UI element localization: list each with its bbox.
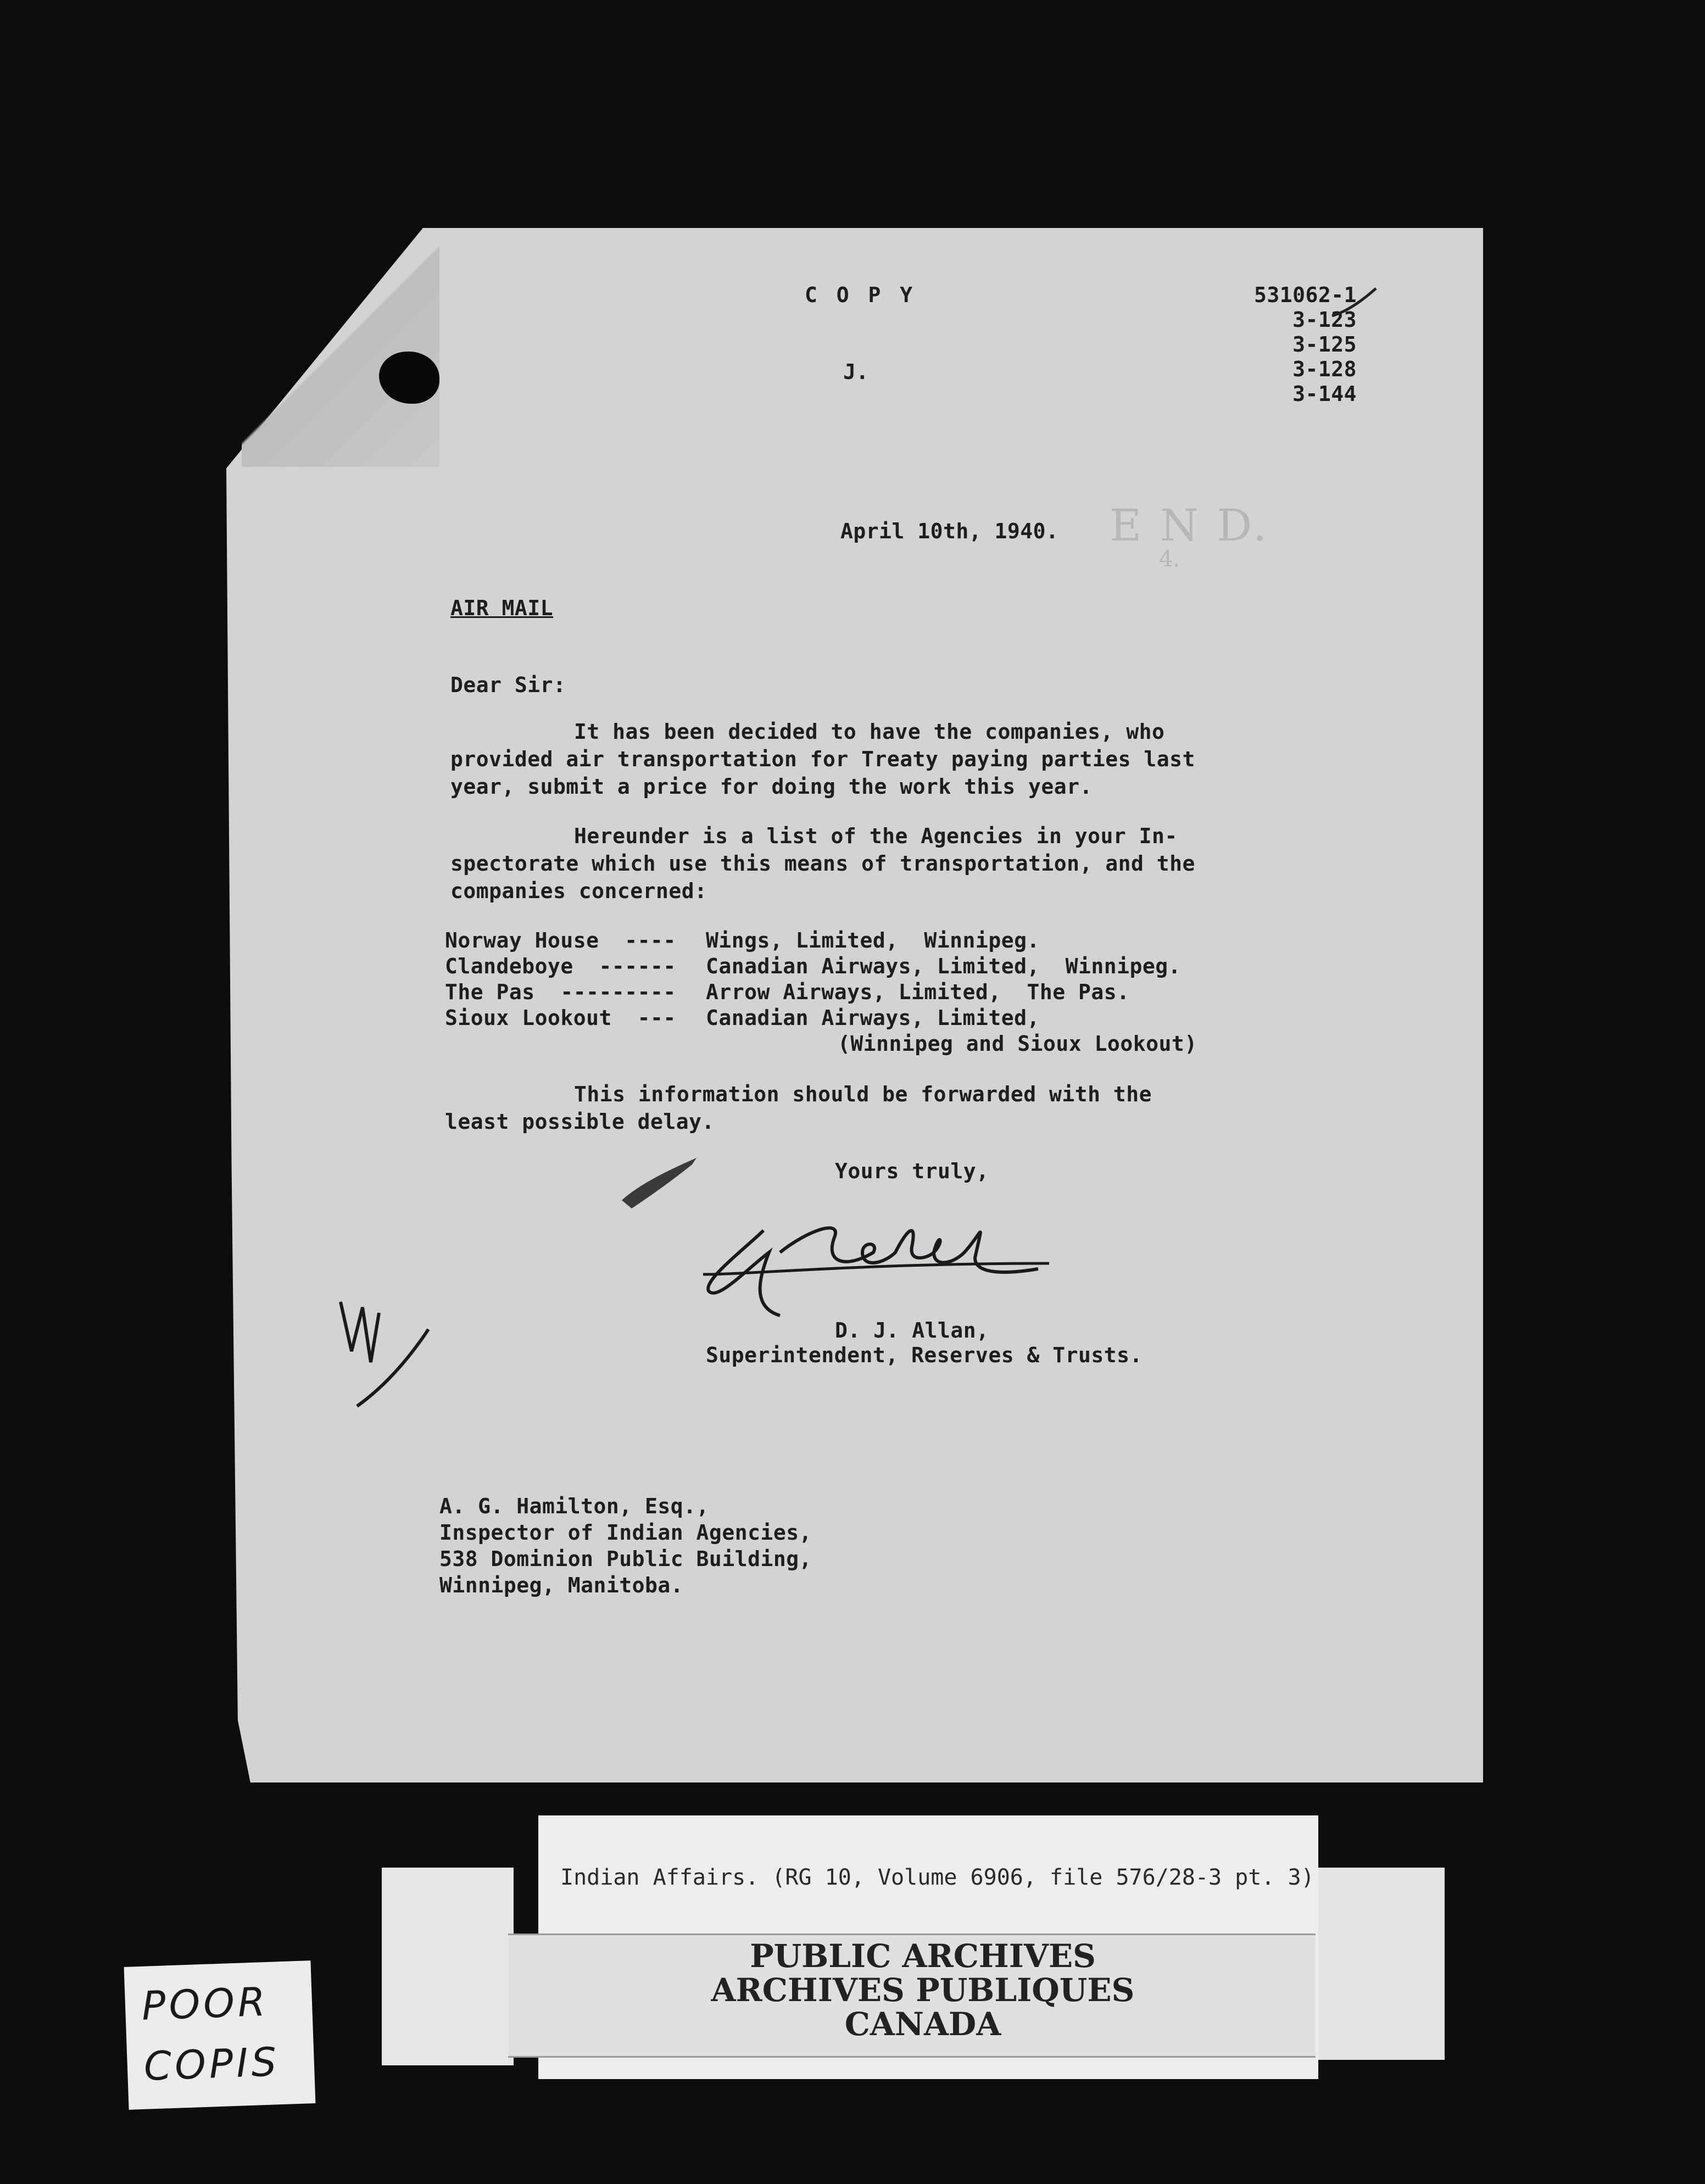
file-ref: 531062-1 [1253,283,1357,307]
archives-line: ARCHIVES PUBLIQUES [711,1971,1135,2009]
paragraph-line: year, submit a price for doing the work this year. [450,775,1093,799]
letter-date: April 10th, 1940. [840,519,1059,543]
address-line: Winnipeg, Manitoba. [439,1573,684,1597]
signer-title: Superintendent, Reserves & Trusts. [706,1343,1143,1367]
label-backing-right [1318,1868,1445,2060]
archives-line: CANADA [844,2005,1001,2043]
agency-company: Arrow Airways, Limited, The Pas. [706,980,1130,1004]
address-line: A. G. Hamilton, Esq., [439,1494,709,1518]
agency-name: Clandeboye ------ [445,954,676,978]
paragraph-line: spectorate which use this means of transportation, and the [450,851,1195,876]
delivery-method: AIR MAIL [450,596,554,620]
closing: Yours truly, [835,1159,989,1183]
label-backing-left [382,1868,514,2065]
agency-note: (Winnipeg and Sioux Lookout) [838,1032,1197,1056]
salutation: Dear Sir: [450,673,566,697]
paragraph-line: provided air transportation for Treaty paying parties last [450,747,1195,771]
poor-note-line: POOR [141,1978,270,2029]
file-ref: 3-144 [1292,382,1357,406]
agency-company: Canadian Airways, Limited, [706,1006,1040,1030]
archives-stamp [681,1939,1164,2041]
paragraph-line: This information should be forwarded with the [574,1082,1152,1106]
stamp-number: 4. [1159,547,1180,572]
address-line: 538 Dominion Public Building, [439,1547,812,1571]
paragraph-line: It has been decided to have the companies, who [574,720,1165,744]
poor-note-line: COPIS [143,2038,281,2090]
archive-citation: Indian Affairs. (RG 10, Volume 6906, file 576/28-3 pt. 3) [560,1865,1314,1890]
agency-name: Norway House ---- [445,928,676,952]
poor-copy-note [124,1960,316,2110]
signature [698,1197,1060,1324]
file-ref: 3-125 [1292,332,1357,356]
paragraph-line: Hereunder is a list of the Agencies in your In- [574,824,1178,848]
handwritten-initial [330,1285,439,1412]
file-ref: 3-123 [1292,308,1357,332]
paragraph-line: least possible delay. [445,1110,715,1134]
file-ref: 3-128 [1292,357,1357,381]
archives-line: PUBLIC ARCHIVES [750,1937,1096,1975]
pen-mark [615,1148,703,1219]
signer-name: D. J. Allan, [835,1318,989,1342]
received-stamp: E N D. [1110,500,1269,551]
agency-company: Canadian Airways, Limited, Winnipeg. [706,954,1181,978]
agency-name: The Pas --------- [445,980,676,1004]
paragraph-line: companies concerned: [450,879,707,903]
header-mark: J. [843,360,869,384]
agency-name: Sioux Lookout --- [445,1006,676,1030]
agency-company: Wings, Limited, Winnipeg. [706,928,1040,952]
copy-label: C O P Y [805,283,916,307]
check-mark-icon [1329,286,1384,324]
address-line: Inspector of Indian Agencies, [439,1520,812,1545]
